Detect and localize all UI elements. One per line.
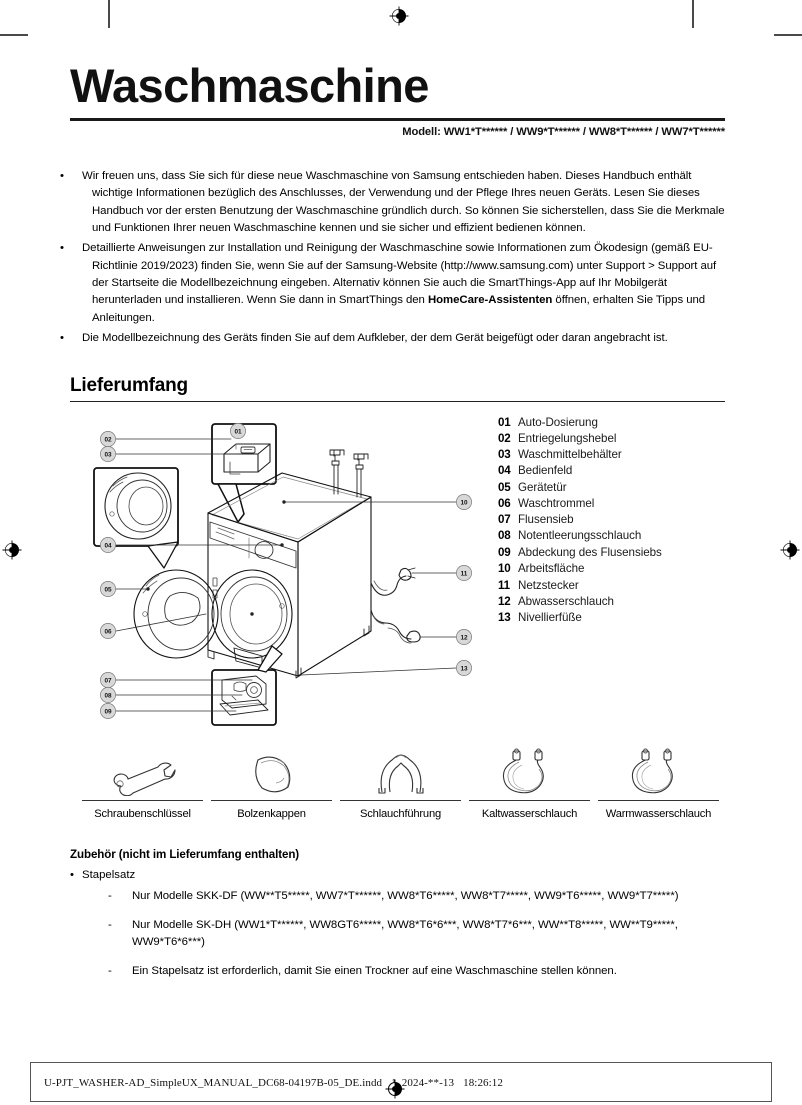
legend-label: Waschtrommel — [518, 496, 595, 510]
accessory-item — [207, 744, 336, 820]
section-divider — [70, 401, 725, 402]
crop-mark-left-top — [0, 34, 28, 36]
legend-number: 12 — [498, 594, 511, 608]
svg-text:10: 10 — [460, 499, 468, 507]
dash-marker: - — [108, 918, 112, 931]
footer-left-rule — [30, 1062, 31, 1102]
legend-item — [498, 596, 733, 608]
registration-mark-right — [780, 540, 800, 560]
svg-text:07: 07 — [104, 677, 112, 685]
registration-mark-footer — [385, 1079, 405, 1099]
legend-number: 08 — [498, 529, 511, 543]
accessory-label: Bolzenkappen — [237, 808, 306, 820]
footer-bottom-rule — [30, 1101, 772, 1102]
legend-item — [498, 498, 733, 510]
accessory-label: Warmwasserschlauch — [605, 808, 712, 820]
footer-date: 2024-**-13 — [401, 1077, 455, 1089]
accessories-row — [78, 744, 723, 820]
legend-label: Auto-Dosierung — [518, 416, 598, 429]
intro-bullet-list — [60, 168, 728, 350]
zubehoer-dash-text: Nur Modelle SK-DH (WW1*T******, WW8GT6*****, WW8*T6*6***, WW8*T7*6***, WW**T8*****, WW**T9*****, WW9*T6*6***) — [132, 918, 678, 949]
legend-label: Entriegelungshebel — [518, 431, 617, 445]
svg-text:01: 01 — [234, 428, 242, 436]
legend-item — [498, 580, 733, 592]
accessory-divider — [469, 800, 590, 801]
accessory-item — [594, 744, 723, 820]
legend-number: 01 — [498, 416, 511, 429]
title-divider — [70, 118, 725, 121]
registration-mark-top — [389, 6, 409, 26]
crop-mark-top-left — [108, 0, 110, 28]
legend-label: Netzstecker — [518, 578, 579, 592]
bolt-cap-icon — [207, 744, 336, 796]
legend-item — [498, 449, 733, 461]
footer-time: 18:26:12 — [463, 1077, 504, 1089]
svg-text:11: 11 — [460, 570, 468, 578]
footer-right-rule — [771, 1062, 772, 1102]
svg-text:02: 02 — [104, 436, 112, 444]
intro-bullet-3: • Die Modellbezeichnung des Geräts finden Sie auf dem Aufkleber, der dem Gerät beigefügt oder daran angebracht ist. — [60, 331, 668, 344]
legend-label: Bedienfeld — [518, 463, 573, 477]
legend-label: Nivellierfüße — [518, 611, 582, 625]
accessory-label: Kaltwasserschlauch — [481, 808, 578, 820]
svg-text:12: 12 — [460, 634, 468, 642]
accessory-label: Schlauchführung — [360, 808, 441, 820]
accessory-item — [336, 744, 465, 820]
page-title: Waschmaschine — [70, 59, 429, 112]
accessory-item — [78, 744, 207, 820]
legend-label: Gerätetür — [518, 480, 567, 494]
wrench-icon — [78, 744, 207, 796]
legend-number: 13 — [498, 611, 511, 625]
legend-item — [498, 612, 733, 624]
legend-number: 04 — [498, 463, 511, 477]
legend-number: 09 — [498, 545, 511, 559]
legend-item — [498, 433, 733, 445]
crop-mark-top-right — [692, 0, 694, 28]
legend-item — [498, 465, 733, 477]
zubehoer-bullet-stapelsatz — [70, 869, 730, 881]
svg-text:08: 08 — [104, 692, 112, 700]
intro-bullet-2-text-part1: Detaillierte Anweisungen zur Installation und Reinigung der Waschmaschine sowie Informationen zum Ökodesign (gemäß EU-Richtlinie 2019/2023) finden Sie, wenn Sie auf der Samsung-Website (http://www.samsung.com) unter Support > Support auf der Startseite die Modellbezeichnung eingeben. Alternativ können Sie auch die SmartThings-App auf Ihr Mobilgerät herunterladen und installieren. Wenn Sie dann in SmartThings den — [82, 242, 717, 307]
zubehoer-heading: Zubehör (nicht im Lieferumfang enthalten) — [70, 848, 300, 861]
title-block — [70, 59, 725, 138]
legend-item — [498, 482, 733, 494]
dash-marker: - — [108, 890, 112, 902]
accessory-divider — [82, 800, 203, 801]
accessory-item — [465, 744, 594, 820]
accessory-divider — [211, 800, 332, 801]
section-title: Lieferumfang — [70, 375, 188, 396]
legend-item — [498, 530, 733, 542]
legend-label: Abwasserschlauch — [518, 594, 614, 608]
intro-bullet-1: • Wir freuen uns, dass Sie sich für diese neue Waschmaschine von Samsung entschieden haben. Dieses Handbuch enthält wichtige Informationen bezüglich des Anschlusses, der Verwendung und der Pflege Ihres neuen Geräts. Lesen Sie dieses Handbuch vor der ersten Benutzung der Waschmaschine gründlich durch. So können Sie sicherstellen, dass Sie die Merkmale und Funktionen Ihrer neuen Waschmaschine kennen und sie sicher und effizient bedienen können. — [60, 170, 725, 234]
zubehoer-dash-text: Ein Stapelsatz ist erforderlich, damit Sie einen Trockner auf eine Waschmaschine stellen können. — [132, 965, 617, 978]
legend-label: Waschmittelbehälter — [518, 447, 622, 461]
svg-text:04: 04 — [104, 542, 112, 550]
legend-label: Flusensieb — [518, 513, 574, 527]
zubehoer-dash-text: Nur Modelle SKK-DF (WW**T5*****, WW7*T******, WW8*T6*****, WW8*T7*****, WW9*T6*****, WW9*T7*****) — [132, 890, 679, 902]
zubehoer-dash-item — [70, 963, 730, 981]
hot-water-hose-icon — [594, 744, 723, 796]
footer-top-rule — [30, 1062, 772, 1063]
zubehoer-bullet-text: Stapelsatz — [82, 869, 136, 881]
legend-label: Notentleerungsschlauch — [518, 529, 642, 543]
accessory-divider — [598, 800, 719, 801]
dash-marker: - — [108, 965, 112, 978]
zubehoer-dash-item — [70, 888, 730, 906]
legend-item — [498, 563, 733, 575]
registration-mark-left — [2, 540, 22, 560]
footer-filename: U-PJT_WASHER-AD_SimpleUX_MANUAL_DC68-04197B-05_DE.indd — [44, 1077, 383, 1089]
svg-text:03: 03 — [104, 451, 112, 459]
intro-bullet-3-text: Die Modellbezeichnung des Geräts finden Sie auf dem Aufkleber, der dem Gerät beigefügt oder daran angebracht ist. — [82, 331, 668, 344]
bullet-marker: • — [70, 869, 74, 881]
model-number-line: Modell: WW1*T****** / WW9*T****** / WW8*T****** / WW7*T****** — [402, 125, 725, 138]
washing-machine-diagram — [86, 418, 486, 730]
footer-print-info — [44, 1077, 503, 1089]
homecare-assistant-emphasis: HomeCare-Assistenten — [427, 294, 553, 307]
crop-mark-right-top — [774, 34, 802, 36]
parts-legend-list — [498, 417, 733, 628]
intro-bullet-2-text-part2: öffnen, erhalten Sie Tipps und Anleitungen. — [92, 294, 706, 324]
legend-number: 11 — [498, 578, 510, 592]
svg-text:05: 05 — [104, 586, 112, 594]
cold-water-hose-icon — [465, 744, 594, 796]
legend-number: 03 — [498, 447, 511, 461]
legend-number: 07 — [498, 513, 511, 527]
legend-number: 02 — [498, 431, 511, 445]
legend-item — [498, 547, 733, 559]
legend-number: 06 — [498, 496, 511, 510]
legend-label: Arbeitsfläche — [518, 562, 585, 576]
zubehoer-dash-item — [70, 917, 730, 952]
lieferumfang-section-header — [70, 375, 725, 402]
legend-item — [498, 417, 733, 429]
svg-text:13: 13 — [460, 665, 468, 673]
accessory-divider — [340, 800, 461, 801]
intro-bullet-2: • Detaillierte Anweisungen zur Installation und Reinigung der Waschmaschine sowie Informationen zum Ökodesign (gemäß EU-Richtlinie 2019/2023) finden Sie, wenn Sie auf der Samsung-Website (http://www.samsung.com) unter Support > Support auf der Startseite die Modellbezeichnung eingeben. Alternativ können Sie auch die SmartThings-App auf Ihr Mobilgerät herunterladen und installieren. Wenn Sie dann in SmartThings den HomeCare-Assistenten öffnen, erhalten Sie Tipps und Anleitungen. — [60, 242, 717, 324]
svg-text:09: 09 — [104, 708, 112, 716]
legend-number: 10 — [498, 562, 511, 576]
hose-guide-icon — [336, 744, 465, 796]
legend-number: 05 — [498, 480, 511, 494]
intro-bullet-1-text: Wir freuen uns, dass Sie sich für diese neue Waschmaschine von Samsung entschieden haben. Dieses Handbuch enthält wichtige Informationen bezüglich des Anschlusses, der Verwendung und der Pflege Ihres neuen Geräts. Lesen Sie dieses Handbuch vor der ersten Benutzung der Waschmaschine gründlich durch. So können Sie sicherstellen, dass Sie die Merkmale und Funktionen Ihrer neuen Waschmaschine kennen und sie sicher und effizient bedienen können. — [82, 170, 725, 234]
accessory-label: Schraubenschlüssel — [94, 808, 191, 820]
zubehoer-section — [70, 848, 730, 992]
legend-label: Abdeckung des Flusensiebs — [518, 545, 662, 559]
legend-item — [498, 514, 733, 526]
svg-text:06: 06 — [104, 628, 112, 636]
